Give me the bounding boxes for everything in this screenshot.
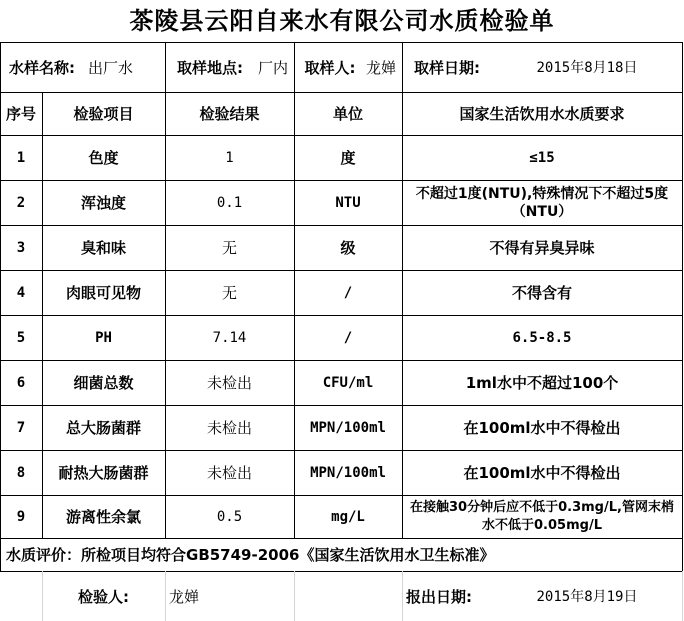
sample-name-label: 水样名称:	[9, 58, 75, 77]
grid-line	[0, 180, 683, 181]
grid-line	[0, 42, 683, 43]
table-row	[0, 405, 684, 450]
row-no: 7	[16, 419, 26, 436]
row-unit: CFU/ml	[322, 374, 374, 391]
sheet-gridline	[165, 571, 166, 621]
grid-line	[0, 92, 683, 93]
row-result: 0.5	[216, 508, 243, 525]
row-requirement: 不得有异臭异味	[489, 239, 595, 257]
row-no: 6	[16, 374, 26, 391]
row-requirement: 在接触30分钟后应不低于0.3mg/L,管网末梢水不低于0.05mg/L	[410, 499, 674, 533]
grid-line	[0, 135, 683, 136]
row-result: 无	[221, 284, 237, 302]
row-item: 色度	[88, 149, 119, 167]
row-unit: MPN/100ml	[310, 419, 386, 436]
row-no: 5	[16, 329, 26, 346]
row-unit: /	[343, 284, 353, 301]
table-row	[0, 450, 684, 495]
grid-line	[0, 538, 683, 539]
row-result: 0.1	[216, 194, 243, 211]
row-unit: /	[343, 329, 353, 346]
sampler-value: 龙婵	[366, 58, 397, 77]
grid-line	[0, 571, 683, 572]
row-item: 细菌总数	[73, 374, 134, 392]
footer-row	[0, 571, 684, 621]
table-row	[0, 225, 684, 270]
sample-name-value: 出厂水	[88, 58, 134, 77]
row-item: 游离性余氯	[65, 508, 141, 526]
evaluation-text: 水质评价：所检项目均符合GB5749-2006《国家生活饮用水卫生标准》	[6, 546, 495, 564]
grid-line	[0, 360, 683, 361]
table-row	[0, 135, 684, 180]
header-no: 序号	[5, 105, 36, 123]
row-requirement: ≤15	[529, 149, 555, 166]
document-title: 茶陵县云阳自来水有限公司水质检验单	[129, 6, 555, 35]
table-row	[0, 270, 684, 315]
sampler-label: 取样人:	[304, 58, 356, 77]
grid-line	[0, 450, 683, 451]
location-label: 取样地点:	[177, 58, 243, 77]
sheet-gridline	[402, 571, 403, 621]
row-result: 无	[221, 239, 237, 257]
grid-line	[0, 315, 683, 316]
header-item: 检验项目	[73, 105, 134, 123]
table-row	[0, 315, 684, 360]
table-row	[0, 180, 684, 225]
row-result: 未检出	[206, 374, 252, 392]
header-unit: 单位	[332, 105, 363, 123]
row-no: 2	[16, 194, 26, 211]
date-label: 取样日期:	[414, 58, 480, 77]
row-no: 8	[16, 464, 26, 481]
row-requirement: 6.5-8.5	[512, 329, 572, 346]
grid-line	[0, 42, 1, 571]
row-no: 1	[16, 149, 26, 166]
row-result: 未检出	[206, 419, 252, 437]
table-row	[0, 495, 684, 538]
row-result: 未检出	[206, 464, 252, 482]
date-value: 2015年8月18日	[536, 60, 638, 76]
grid-line	[402, 42, 403, 538]
sheet-gridline	[294, 571, 295, 621]
row-requirement: 不超过1度(NTU),特殊情况下不超过5度（NTU）	[415, 185, 669, 220]
row-requirement: 1ml水中不超过100个	[465, 374, 619, 392]
sheet-gridline	[42, 571, 43, 621]
grid-line	[42, 92, 43, 538]
row-unit: 度	[340, 149, 356, 167]
grid-line	[165, 42, 166, 538]
row-item: 总大肠菌群	[65, 419, 141, 437]
row-unit: NTU	[335, 194, 361, 211]
grid-line	[0, 495, 683, 496]
row-no: 4	[16, 284, 26, 301]
header-result: 检验结果	[199, 105, 260, 123]
row-requirement: 不得含有	[511, 284, 572, 302]
row-no: 9	[16, 508, 26, 525]
row-item: 肉眼可见物	[65, 284, 141, 302]
grid-line	[0, 270, 683, 271]
grid-line	[294, 42, 295, 538]
row-item: 臭和味	[80, 239, 126, 257]
grid-line	[0, 225, 683, 226]
row-unit: 级	[340, 239, 356, 257]
row-item: 耐热大肠菌群	[58, 464, 149, 482]
grid-line	[0, 405, 683, 406]
row-requirement: 在100ml水中不得检出	[463, 419, 621, 437]
header-requirement: 国家生活饮用水水质要求	[459, 105, 625, 123]
row-unit: mg/L	[331, 508, 365, 525]
info-row	[0, 42, 684, 92]
report-date-value: 2015年8月19日	[536, 589, 638, 605]
row-result: 1	[225, 149, 234, 166]
inspector-label: 检验人:	[78, 587, 129, 606]
table-header	[0, 92, 684, 135]
report-date-label: 报出日期:	[406, 587, 472, 606]
inspector-value: 龙婵	[169, 587, 200, 606]
sheet-gridline	[682, 571, 683, 621]
evaluation-row	[0, 538, 684, 571]
row-unit: MPN/100ml	[310, 464, 386, 481]
grid-line	[682, 42, 683, 571]
row-item: 浑浊度	[80, 194, 126, 212]
row-result: 7.14	[212, 329, 247, 346]
location-value: 厂内	[257, 58, 288, 77]
row-item: PH	[95, 329, 112, 346]
table-row	[0, 360, 684, 405]
row-requirement: 在100ml水中不得检出	[463, 464, 621, 482]
row-no: 3	[16, 239, 26, 256]
